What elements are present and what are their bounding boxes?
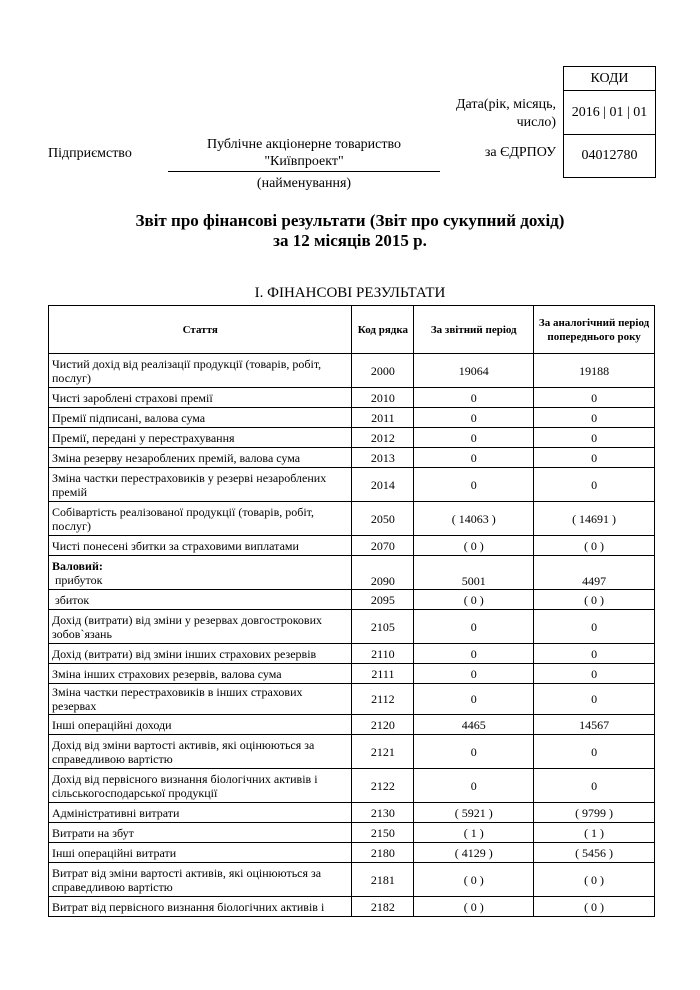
row-article-text: Чисті зароблені страхові премії <box>52 390 213 405</box>
header-current: За звітний період <box>414 306 534 354</box>
row-article <box>49 684 352 715</box>
row-current-value: 4465 <box>414 715 534 735</box>
row-previous-value: ( 9799 ) <box>534 803 655 823</box>
row-article-text: Адміністративні витрати <box>52 805 180 820</box>
table-row <box>49 823 655 843</box>
row-previous-value: 0 <box>534 735 655 769</box>
table-row <box>49 769 655 803</box>
table-row <box>49 354 655 388</box>
row-current-value: 0 <box>414 468 534 502</box>
row-current-value: 0 <box>414 735 534 769</box>
table-row <box>49 863 655 897</box>
row-previous-value: ( 0 ) <box>534 536 655 556</box>
row-article-text: Дохід від зміни вартості активів, які оцінюються за справедливою вартістю <box>52 737 318 766</box>
row-article <box>49 803 352 823</box>
row-article <box>49 610 352 644</box>
row-article-text: Дохід (витрати) від зміни у резервах довгострокових зобов`язань <box>52 612 326 641</box>
row-current-value: 0 <box>414 684 534 715</box>
row-article <box>49 823 352 843</box>
row-current-value: 19064 <box>414 354 534 388</box>
enterprise-underline <box>168 171 440 172</box>
row-article-text: збиток <box>52 592 90 607</box>
row-article <box>49 769 352 803</box>
row-code: 2111 <box>352 664 414 684</box>
table-row <box>49 897 655 917</box>
row-article <box>49 428 352 448</box>
row-article-text: Дохід (витрати) від зміни інших страхових резервів <box>52 646 317 661</box>
header-code: Код рядка <box>352 306 414 354</box>
enterprise-label: Підприємство <box>48 146 132 161</box>
row-article-text: Собівартість реалізованої продукції (товарів, робіт, послуг) <box>52 504 318 533</box>
row-previous-value: 0 <box>534 468 655 502</box>
table-row <box>49 803 655 823</box>
row-code: 2120 <box>352 715 414 735</box>
table-row <box>49 735 655 769</box>
row-article-text: Зміна резерву незароблених премій, валова сума <box>52 450 301 465</box>
row-article-text: Премії, передані у перестрахування <box>52 430 235 445</box>
date-label: Дата(рік, місяць, число) <box>455 97 556 130</box>
row-article-text: Витрат від первісного визнання біологічних активів і <box>52 899 325 914</box>
row-code: 2150 <box>352 823 414 843</box>
row-article-text: Чистий дохід від реалізації продукції (товарів, робіт, послуг) <box>52 356 325 385</box>
table-row <box>49 556 655 590</box>
row-code: 2011 <box>352 408 414 428</box>
row-code: 2050 <box>352 502 414 536</box>
row-previous-value: 4497 <box>534 556 655 590</box>
row-current-value: ( 14063 ) <box>414 502 534 536</box>
row-article-group: Валовий: <box>52 558 103 573</box>
row-previous-value: 0 <box>534 448 655 468</box>
table-row <box>49 590 655 610</box>
row-article <box>49 556 352 590</box>
row-code: 2182 <box>352 897 414 917</box>
enterprise-name: Публічне акціонерне товариство "Київпроект" <box>206 137 402 169</box>
row-previous-value: ( 0 ) <box>534 897 655 917</box>
row-previous-value: 0 <box>534 428 655 448</box>
row-current-value: 0 <box>414 388 534 408</box>
row-current-value: ( 0 ) <box>414 590 534 610</box>
row-article-text: Витрат від зміни вартості активів, які оцінюються за справедливою вартістю <box>52 865 325 894</box>
row-code: 2095 <box>352 590 414 610</box>
row-current-value: 5001 <box>414 556 534 590</box>
header-previous: За аналогічний період попереднього року <box>534 306 655 354</box>
table-row <box>49 684 655 715</box>
row-code: 2010 <box>352 388 414 408</box>
row-article <box>49 388 352 408</box>
table-row <box>49 644 655 664</box>
table-row <box>49 448 655 468</box>
row-previous-value: 0 <box>534 769 655 803</box>
row-article <box>49 897 352 917</box>
row-code: 2000 <box>352 354 414 388</box>
row-article <box>49 863 352 897</box>
row-current-value: ( 1 ) <box>414 823 534 843</box>
row-previous-value: 0 <box>534 664 655 684</box>
row-article-text: Зміна частки перестраховиків в інших страхових резервах <box>52 685 306 713</box>
row-current-value: ( 0 ) <box>414 863 534 897</box>
row-article <box>49 590 352 610</box>
table-row <box>49 843 655 863</box>
table-row <box>49 468 655 502</box>
row-article <box>49 536 352 556</box>
row-article <box>49 644 352 664</box>
table-row <box>49 610 655 644</box>
row-previous-value: ( 14691 ) <box>534 502 655 536</box>
row-current-value: ( 0 ) <box>414 536 534 556</box>
table-row <box>49 536 655 556</box>
row-article-text: Зміна частки перестраховиків у резерві незароблених премій <box>52 470 330 499</box>
row-previous-value: 19188 <box>534 354 655 388</box>
row-article <box>49 735 352 769</box>
row-code: 2090 <box>352 556 414 590</box>
row-code: 2122 <box>352 769 414 803</box>
row-article-text: Витрати на збут <box>52 825 134 840</box>
row-current-value: 0 <box>414 408 534 428</box>
row-previous-value: ( 1 ) <box>534 823 655 843</box>
row-code: 2013 <box>352 448 414 468</box>
edrpou-label: за ЄДРПОУ <box>484 145 556 160</box>
row-code: 2121 <box>352 735 414 769</box>
row-current-value: 0 <box>414 428 534 448</box>
row-article <box>49 843 352 863</box>
row-previous-value: 0 <box>534 684 655 715</box>
edrpou-code-value: 04012780 <box>564 135 656 178</box>
financial-results-table <box>48 305 655 917</box>
row-code: 2012 <box>352 428 414 448</box>
row-current-value: ( 4129 ) <box>414 843 534 863</box>
header-article: Стаття <box>49 306 352 354</box>
enterprise-caption: (найменування) <box>256 176 352 191</box>
row-article-text: Інші операційні доходи <box>52 717 172 732</box>
row-code: 2110 <box>352 644 414 664</box>
row-article-text: Премії підписані, валова сума <box>52 410 206 425</box>
table-row <box>49 428 655 448</box>
row-previous-value: 14567 <box>534 715 655 735</box>
row-code: 2180 <box>352 843 414 863</box>
row-current-value: ( 5921 ) <box>414 803 534 823</box>
row-article <box>49 715 352 735</box>
table-row <box>49 408 655 428</box>
row-current-value: 0 <box>414 610 534 644</box>
row-article <box>49 354 352 388</box>
row-previous-value: 0 <box>534 408 655 428</box>
table-row <box>49 664 655 684</box>
row-article <box>49 408 352 428</box>
row-article <box>49 664 352 684</box>
date-code-value: 2016 | 01 | 01 <box>564 91 656 135</box>
row-code: 2070 <box>352 536 414 556</box>
row-article-text: Зміна інших страхових резервів, валова сума <box>52 666 282 681</box>
table-row <box>49 715 655 735</box>
row-article-text: прибуток <box>52 572 103 587</box>
row-code: 2130 <box>352 803 414 823</box>
row-code: 2181 <box>352 863 414 897</box>
table-header-row <box>49 306 655 354</box>
table-row <box>49 388 655 408</box>
row-article <box>49 468 352 502</box>
row-previous-value: ( 5456 ) <box>534 843 655 863</box>
row-previous-value: 0 <box>534 388 655 408</box>
report-title: Звіт про фінансові результати (Звіт про сукупний дохід) за 12 місяців 2015 р. <box>135 211 565 250</box>
row-article-text: Інші операційні витрати <box>52 845 177 860</box>
codes-box <box>563 66 656 178</box>
section-title: I. ФІНАНСОВІ РЕЗУЛЬТАТИ <box>254 285 446 301</box>
row-article <box>49 448 352 468</box>
row-current-value: ( 0 ) <box>414 897 534 917</box>
row-code: 2014 <box>352 468 414 502</box>
row-current-value: 0 <box>414 644 534 664</box>
row-current-value: 0 <box>414 448 534 468</box>
row-previous-value: 0 <box>534 644 655 664</box>
row-article-text: Дохід від первісного визнання біологічних активів і сільськогосподарської продукції <box>52 771 321 800</box>
row-current-value: 0 <box>414 769 534 803</box>
row-previous-value: ( 0 ) <box>534 590 655 610</box>
row-article <box>49 502 352 536</box>
table-row <box>49 502 655 536</box>
codes-title: КОДИ <box>564 67 656 91</box>
row-previous-value: ( 0 ) <box>534 863 655 897</box>
row-code: 2112 <box>352 684 414 715</box>
row-code: 2105 <box>352 610 414 644</box>
row-article-text: Чисті понесені збитки за страховими виплатами <box>52 538 299 553</box>
row-current-value: 0 <box>414 664 534 684</box>
row-previous-value: 0 <box>534 610 655 644</box>
